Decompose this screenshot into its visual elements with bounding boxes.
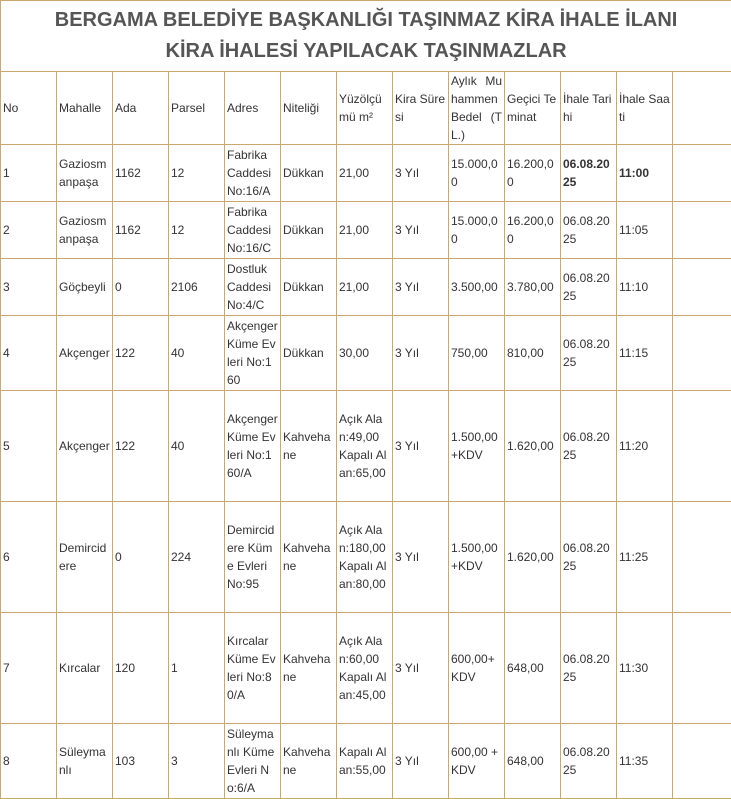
cell-no: 2 [1, 202, 57, 259]
cell-parsel: 3 [169, 724, 225, 799]
title-line-2: KİRA İHALESİ YAPILACAK TAŞINMAZLAR [3, 36, 729, 67]
cell-tarih: 06.08.2025 [561, 724, 617, 799]
cell-nitelik: Kahvehane [281, 391, 337, 502]
cell-extra [673, 145, 731, 202]
cell-yuzolcum: Açık Alan:49,00 Kapalı Alan:65,00 [337, 391, 393, 502]
cell-mahalle: Gaziosmanpaşa [57, 202, 113, 259]
cell-adres: Dostluk Caddesi No:4/C [225, 259, 281, 316]
cell-extra [673, 202, 731, 259]
cell-adres: Akçenger Küme Evleri No:160/A [225, 391, 281, 502]
table-row [1, 145, 731, 202]
cell-yuzolcum: Açık Alan:60,00 Kapalı Alan:45,00 [337, 613, 393, 724]
table-row [1, 502, 731, 613]
cell-nitelik: Dükkan [281, 316, 337, 391]
page-title [1, 1, 731, 72]
cell-no: 4 [1, 316, 57, 391]
cell-tarih: 06.08.2025 [561, 391, 617, 502]
cell-adres: Demircidere Küme Evleri No:95 [225, 502, 281, 613]
cell-no: 7 [1, 613, 57, 724]
cell-yuzolcum: Açık Alan:180,00 Kapalı Alan:80,00 [337, 502, 393, 613]
cell-no: 3 [1, 259, 57, 316]
cell-ada: 103 [113, 724, 169, 799]
cell-teminat: 3.780,00 [505, 259, 561, 316]
cell-mahalle: Süleymanlı [57, 724, 113, 799]
table-row [1, 613, 731, 724]
header-row [1, 72, 731, 145]
cell-parsel: 224 [169, 502, 225, 613]
cell-ada: 122 [113, 316, 169, 391]
cell-mahalle: Kırcalar [57, 613, 113, 724]
cell-ada: 1162 [113, 145, 169, 202]
cell-ada: 1162 [113, 202, 169, 259]
cell-parsel: 12 [169, 145, 225, 202]
cell-parsel: 12 [169, 202, 225, 259]
cell-mahalle: Demircidere [57, 502, 113, 613]
cell-saat: 11:10 [617, 259, 673, 316]
cell-nitelik: Kahvehane [281, 613, 337, 724]
cell-extra [673, 613, 731, 724]
cell-sure: 3 Yıl [393, 145, 449, 202]
cell-sure: 3 Yıl [393, 724, 449, 799]
cell-ada: 122 [113, 391, 169, 502]
cell-saat: 11:15 [617, 316, 673, 391]
cell-extra [673, 391, 731, 502]
cell-extra [673, 502, 731, 613]
cell-nitelik: Dükkan [281, 202, 337, 259]
header-yuzolcum: Yüzölçümü m² [337, 72, 393, 145]
table-row [1, 259, 731, 316]
cell-sure: 3 Yıl [393, 502, 449, 613]
cell-extra [673, 316, 731, 391]
cell-bedel: 15.000,00 [449, 145, 505, 202]
cell-mahalle: Göçbeyli [57, 259, 113, 316]
cell-extra [673, 724, 731, 799]
cell-yuzolcum: 21,00 [337, 202, 393, 259]
header-extra [673, 72, 731, 145]
cell-teminat: 810,00 [505, 316, 561, 391]
cell-mahalle: Gaziosmanpaşa [57, 145, 113, 202]
cell-adres: Süleymanlı Küme Evleri No:6/A [225, 724, 281, 799]
cell-bedel: 3.500,00 [449, 259, 505, 316]
cell-bedel: 600,00+KDV [449, 613, 505, 724]
header-mahalle: Mahalle [57, 72, 113, 145]
cell-nitelik: Kahvehane [281, 724, 337, 799]
cell-parsel: 40 [169, 391, 225, 502]
cell-teminat: 16.200,00 [505, 202, 561, 259]
header-ada: Ada [113, 72, 169, 145]
cell-parsel: 40 [169, 316, 225, 391]
cell-adres: Fabrika Caddesi No:16/C [225, 202, 281, 259]
cell-tarih: 06.08.2025 [561, 202, 617, 259]
cell-teminat: 16.200,00 [505, 145, 561, 202]
cell-bedel: 600,00 +KDV [449, 724, 505, 799]
header-adres: Adres [225, 72, 281, 145]
cell-adres: Kırcalar Küme Evleri No:80/A [225, 613, 281, 724]
header-nitelik: Niteliği [281, 72, 337, 145]
table-row [1, 316, 731, 391]
cell-ada: 0 [113, 502, 169, 613]
cell-saat: 11:25 [617, 502, 673, 613]
cell-teminat: 1.620,00 [505, 391, 561, 502]
header-bedel: Aylık Muhammen Bedel (TL.) [449, 72, 505, 145]
cell-bedel: 1.500,00 +KDV [449, 391, 505, 502]
cell-nitelik: Dükkan [281, 259, 337, 316]
cell-sure: 3 Yıl [393, 259, 449, 316]
cell-sure: 3 Yıl [393, 391, 449, 502]
cell-bedel: 750,00 [449, 316, 505, 391]
cell-saat: 11:00 [617, 145, 673, 202]
title-line-1: BERGAMA BELEDİYE BAŞKANLIĞI TAŞINMAZ KİRA İHALE İLANI [3, 5, 729, 36]
cell-parsel: 2106 [169, 259, 225, 316]
cell-saat: 11:20 [617, 391, 673, 502]
cell-saat: 11:05 [617, 202, 673, 259]
cell-tarih: 06.08.2025 [561, 316, 617, 391]
cell-yuzolcum: 30,00 [337, 316, 393, 391]
cell-saat: 11:30 [617, 613, 673, 724]
cell-adres: Akçenger Küme Evleri No:160 [225, 316, 281, 391]
cell-ada: 0 [113, 259, 169, 316]
cell-sure: 3 Yıl [393, 613, 449, 724]
table-row [1, 391, 731, 502]
cell-tarih: 06.08.2025 [561, 502, 617, 613]
cell-yuzolcum: 21,00 [337, 259, 393, 316]
cell-yuzolcum: 21,00 [337, 145, 393, 202]
table-row [1, 202, 731, 259]
cell-no: 1 [1, 145, 57, 202]
cell-nitelik: Dükkan [281, 145, 337, 202]
cell-bedel: 1.500,00 +KDV [449, 502, 505, 613]
header-saat: İhale Saati [617, 72, 673, 145]
cell-sure: 3 Yıl [393, 316, 449, 391]
cell-adres: Fabrika Caddesi No:16/A [225, 145, 281, 202]
cell-saat: 11:35 [617, 724, 673, 799]
cell-bedel: 15.000,00 [449, 202, 505, 259]
header-tarih: İhale Tarihi [561, 72, 617, 145]
cell-teminat: 648,00 [505, 613, 561, 724]
header-teminat: Geçici Teminat [505, 72, 561, 145]
header-no: No [1, 72, 57, 145]
cell-tarih: 06.08.2025 [561, 613, 617, 724]
table-row [1, 724, 731, 799]
cell-ada: 120 [113, 613, 169, 724]
cell-no: 6 [1, 502, 57, 613]
cell-extra [673, 259, 731, 316]
title-row [1, 1, 731, 72]
header-parsel: Parsel [169, 72, 225, 145]
header-sure: Kira Süresi [393, 72, 449, 145]
cell-teminat: 648,00 [505, 724, 561, 799]
cell-parsel: 1 [169, 613, 225, 724]
cell-tarih: 06.08.2025 [561, 259, 617, 316]
cell-no: 8 [1, 724, 57, 799]
cell-teminat: 1.620,00 [505, 502, 561, 613]
cell-mahalle: Akçenger [57, 316, 113, 391]
cell-no: 5 [1, 391, 57, 502]
cell-tarih: 06.08.2025 [561, 145, 617, 202]
cell-yuzolcum: Kapalı Alan:55,00 [337, 724, 393, 799]
cell-mahalle: Akçenger [57, 391, 113, 502]
cell-nitelik: Kahvehane [281, 502, 337, 613]
cell-sure: 3 Yıl [393, 202, 449, 259]
